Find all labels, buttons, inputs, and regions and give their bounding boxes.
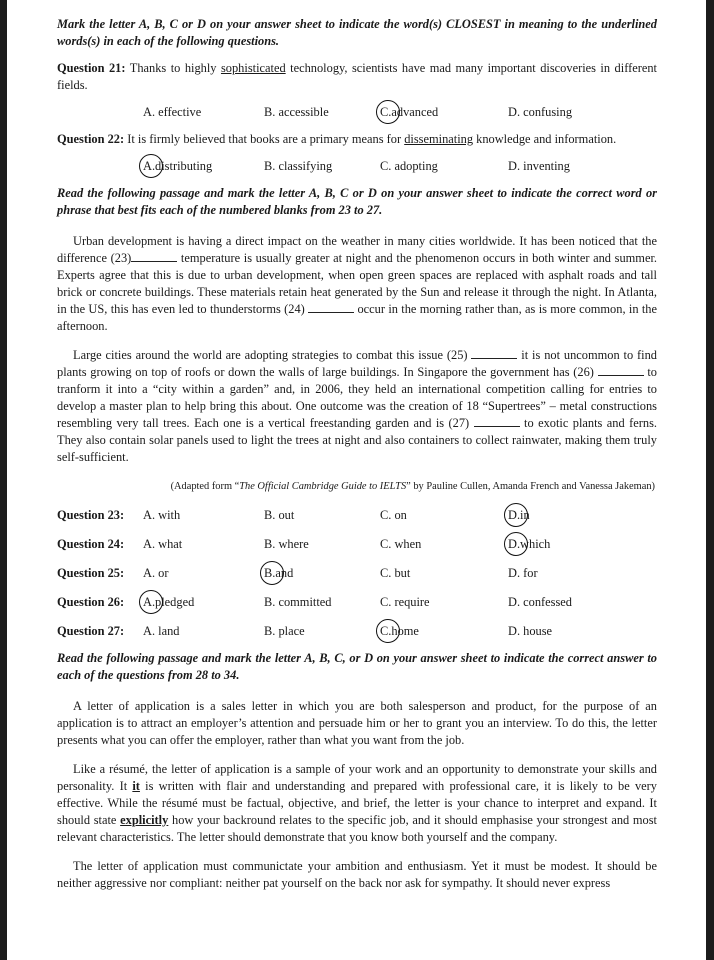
option-letter: B. — [264, 508, 276, 522]
option-letter: A. — [143, 624, 156, 638]
option-d-selected[interactable] — [508, 536, 550, 553]
question-25 — [57, 565, 657, 582]
option-text: or — [155, 566, 169, 580]
scan-border-right — [706, 0, 714, 960]
question-label: Question 26: — [57, 595, 125, 609]
passage-text: how your backround relates to the specific job, and it should emphasise your strongest and most relevant characteristics. The letter should demonstrate that you know both yourself and the company. — [57, 813, 657, 844]
option-d[interactable] — [508, 594, 572, 611]
answer-circle-icon: A. — [143, 159, 156, 173]
option-b[interactable] — [264, 158, 332, 175]
passage-paragraph — [57, 347, 657, 466]
blank-27[interactable] — [474, 415, 520, 427]
options-21 — [57, 104, 657, 121]
passage-text: Large cities around the world are adopting strategies to combat this issue (25) — [73, 348, 472, 362]
option-text: which — [520, 537, 551, 551]
option-text: on — [391, 508, 407, 522]
citation-title: The Official Cambridge Guide to IELTS — [239, 481, 407, 492]
option-text: effective — [155, 105, 202, 119]
question-24 — [57, 536, 657, 553]
option-text: house — [520, 624, 553, 638]
section1-instruction: Mark the letter A, B, C or D on your answer sheet to indicate the word(s) CLOSEST in meaning to the underlined words(s) in each of the following questions. — [57, 17, 657, 48]
answer-circle-icon: C. — [380, 624, 392, 638]
passage-text: is written with flair and understanding and prepared with professional care, it is likely to be very effective. While the résumé must be factual, objective, and brief, the letter is your chance to interpret and expand. It should state — [57, 779, 657, 827]
option-letter: B. — [264, 624, 276, 638]
section2-instruction: Read the following passage and mark the letter A, B, C or D on your answer sheet to indicate the correct word or phrase that best fits each of the numbered blanks from 23 to 27. — [57, 186, 657, 217]
option-letter: C. — [380, 595, 392, 609]
option-letter: C. — [380, 159, 392, 173]
answer-circle-icon: D. — [508, 537, 521, 551]
option-a[interactable] — [143, 623, 179, 640]
question-label: Question 25: — [57, 566, 125, 580]
option-letter: C. — [380, 566, 392, 580]
passage-text: to tranform it into a “city within a garden” and, in 2006, they held an international competition calling for entries to develop a master plan to help bring this about. One outcome was the creation of 18 “Supertrees” – metal constructions resembling very tall trees. Each one is a vertical freestanding garden and is (27) — [57, 365, 657, 430]
option-c[interactable] — [380, 565, 410, 582]
question-text: knowledge and information. — [473, 132, 617, 146]
passage-text: to exotic plants and ferns. They also contain solar panels used to light the trees at night and also containers to collect rainwater, making them truly self-sufficient. — [57, 416, 657, 464]
passage-paragraph — [57, 233, 657, 335]
option-text: what — [155, 537, 183, 551]
option-d[interactable] — [508, 104, 572, 121]
question-label: Question 23: — [57, 508, 125, 522]
option-a[interactable] — [143, 104, 201, 121]
blank-26[interactable] — [598, 364, 644, 376]
option-letter: D. — [508, 566, 521, 580]
highlighted-word: explicitly — [120, 813, 169, 827]
question-label: Question 24: — [57, 537, 125, 551]
option-a[interactable] — [143, 565, 168, 582]
option-text: pledged — [155, 595, 195, 609]
option-text: when — [391, 537, 422, 551]
option-letter: D. — [508, 105, 521, 119]
option-letter: D. — [508, 595, 521, 609]
question-27 — [57, 623, 657, 640]
answer-circle-icon: C. — [380, 105, 392, 119]
question-label: Question 27: — [57, 624, 125, 638]
citation-text: ” by Pauline Cullen, Amanda French and Vanessa Jakeman) — [406, 481, 655, 492]
options-22 — [57, 158, 657, 175]
option-text: classifying — [275, 159, 333, 173]
option-a[interactable] — [143, 536, 182, 553]
option-letter: D. — [508, 624, 521, 638]
passage-text: Urban development is having a direct impact on the weather in many cities worldwide. It has been noticed that the difference (23) — [57, 234, 657, 265]
option-c[interactable] — [380, 158, 438, 175]
option-text: confusing — [520, 105, 573, 119]
option-letter: C. — [380, 537, 392, 551]
option-c-selected[interactable] — [380, 104, 438, 121]
option-text: home — [391, 624, 419, 638]
option-b[interactable] — [264, 594, 331, 611]
question-21 — [57, 60, 657, 94]
underlined-word: disseminating — [404, 132, 474, 146]
passage-text: Like a résumé, the letter of application is a sample of your work and an opportunity to demonstrate your skills and personality. It — [57, 762, 657, 793]
option-letter: B. — [264, 595, 276, 609]
option-text: committed — [275, 595, 332, 609]
option-text: for — [520, 566, 538, 580]
option-text: land — [155, 624, 180, 638]
underlined-word: sophisticated — [220, 61, 286, 75]
option-b-selected[interactable] — [264, 565, 293, 582]
option-letter: B. — [264, 537, 276, 551]
option-letter: B. — [264, 159, 276, 173]
answer-circle-icon: B. — [264, 566, 276, 580]
answer-circle-icon: D. — [508, 508, 521, 522]
option-text: inventing — [520, 159, 570, 173]
option-letter: A. — [143, 537, 156, 551]
option-text: accessible — [275, 105, 329, 119]
question-text: Thanks to highly — [125, 61, 221, 75]
option-d-selected[interactable] — [508, 507, 530, 524]
option-text: and — [275, 566, 294, 580]
exam-page — [57, 16, 657, 892]
option-text: but — [391, 566, 411, 580]
option-letter: A. — [143, 566, 156, 580]
citation-text: (Adapted form “ — [170, 481, 240, 492]
question-text: technology, scientists have mad many important discoveries in different fields. — [57, 61, 657, 92]
highlighted-word: it — [132, 779, 140, 793]
option-text: in — [520, 508, 530, 522]
passage-text: it is not uncommon to find plants growing on top of roofs or down the walls of large buildings. In Singapore the government has (26) — [57, 348, 658, 379]
blank-25[interactable] — [471, 347, 517, 359]
option-text: where — [275, 537, 309, 551]
option-c[interactable] — [380, 536, 421, 553]
option-a-selected[interactable] — [143, 158, 212, 175]
option-letter: B. — [264, 105, 276, 119]
option-text: distributing — [155, 159, 213, 173]
option-c[interactable] — [380, 594, 430, 611]
option-b[interactable] — [264, 507, 294, 524]
question-23 — [57, 507, 657, 524]
section3-instruction: Read the following passage and mark the letter A, B, C, or D on your answer sheet to indicate the correct answer to each of the questions from 28 to 34. — [57, 651, 657, 682]
option-text: out — [275, 508, 295, 522]
passage-paragraph — [57, 761, 657, 846]
option-b[interactable] — [264, 536, 309, 553]
option-d[interactable] — [508, 158, 570, 175]
option-letter: C. — [380, 508, 392, 522]
option-letter: D. — [508, 159, 521, 173]
option-letter: A. — [143, 105, 156, 119]
passage-paragraph: The letter of application must communictate your ambition and enthusiasm. Yet it must be modest. It should be neither aggressive nor compliant: neither pat yourself on the back nor ask for sympathy. It should never express — [57, 859, 657, 890]
passage-paragraph: A letter of application is a sales letter in which you are both salesperson and product, for the purpose of an application is to attract an employer’s attention and persuade him or her to grant you an interview. To do this, the letter presents what you can offer the employer, rather than what you want from the job. — [57, 699, 657, 747]
passage-text: temperature is usually greater at night and the phenomenon occurs in both winter and summer. Experts agree that this is due to urban development, when open green spaces are replaced with asphalt roads and tall brick or concrete buildings. These materials retain heat generated by the Sun and release it through the night. In Atlanta, in the US, this has even led to thunderstorms (24) — [57, 251, 657, 316]
option-b[interactable] — [264, 104, 329, 121]
option-text: advanced — [391, 105, 439, 119]
option-text: adopting — [391, 159, 438, 173]
source-citation — [57, 478, 657, 495]
question-label: Question 22: — [57, 132, 125, 146]
blank-24[interactable] — [308, 301, 354, 313]
option-letter: A. — [143, 508, 156, 522]
blank-23[interactable] — [131, 250, 177, 262]
option-a-selected[interactable] — [143, 594, 194, 611]
option-c-selected[interactable] — [380, 623, 419, 640]
question-text: It is firmly believed that books are a primary means for — [124, 132, 405, 146]
option-a[interactable] — [143, 507, 180, 524]
option-text: confessed — [520, 595, 572, 609]
answer-circle-icon: A. — [143, 595, 156, 609]
scan-border-left — [0, 0, 7, 960]
option-d[interactable] — [508, 623, 552, 640]
option-b[interactable] — [264, 623, 305, 640]
question-26 — [57, 594, 657, 611]
question-label: Question 21: — [57, 61, 126, 75]
option-c[interactable] — [380, 507, 407, 524]
passage-text: occur in the morning rather than, as is more common, in the afternoon. — [57, 302, 657, 333]
option-d[interactable] — [508, 565, 538, 582]
option-text: place — [275, 624, 305, 638]
question-22 — [57, 131, 657, 148]
option-text: require — [391, 595, 430, 609]
option-text: with — [155, 508, 181, 522]
